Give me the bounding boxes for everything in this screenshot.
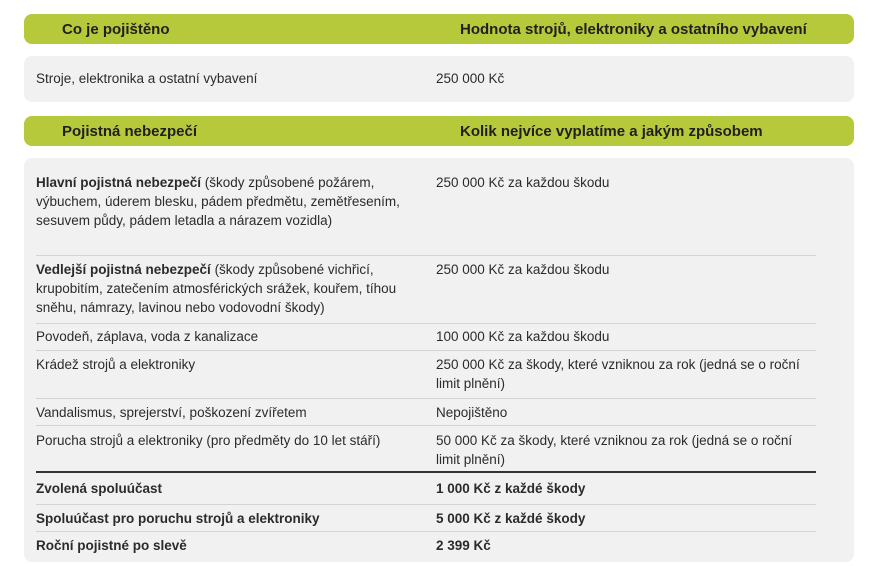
peril-value: 50 000 Kč za škody, které vzniknou za rok (jedná se o roční limit plnění): [436, 433, 793, 467]
peril-label: Porucha strojů a elektroniky (pro předměty do 10 let stáří): [36, 433, 381, 448]
peril-label-rest: (škody způsobené vichřicí, krupobitím, zatečením atmosférických srážek, kouřem, tíhou sněhu, námrazy, lavinou nebo vodovodní škody): [36, 262, 397, 315]
summary-row-premium: [36, 531, 816, 556]
peril-row-theft: [36, 350, 816, 397]
peril-label-bold: Vedlejší pojistná nebezpečí: [36, 262, 211, 277]
summary-value: 5 000 Kč z každé škody: [436, 511, 586, 526]
peril-label: [36, 173, 426, 230]
coverage-header: [24, 14, 854, 44]
peril-row-flood: [36, 323, 816, 348]
perils-header-col2: Kolik nejvíce vyplatíme a jakým způsobem: [460, 123, 763, 140]
peril-row-vandalism: [36, 398, 816, 423]
peril-row-breakdown: [36, 425, 816, 470]
peril-value: 250 000 Kč za každou škodu: [436, 175, 610, 190]
peril-label: Povodeň, záplava, voda z kanalizace: [36, 329, 259, 344]
coverage-header-col1: Co je pojištěno: [62, 21, 170, 38]
perils-header: [24, 116, 854, 146]
summary-value: 1 000 Kč z každé škody: [436, 481, 586, 496]
peril-row-secondary: [36, 255, 816, 326]
peril-row-main: [36, 173, 816, 253]
peril-label: [36, 260, 426, 317]
peril-value: 250 000 Kč za každou škodu: [436, 262, 610, 277]
peril-label: Vandalismus, sprejerství, poškození zvířetem: [36, 405, 307, 420]
coverage-header-col2: Hodnota strojů, elektroniky a ostatního vybavení: [460, 21, 807, 38]
coverage-label: Stroje, elektronika a ostatní vybavení: [36, 71, 258, 86]
summary-label: Zvolená spoluúčast: [36, 481, 163, 496]
coverage-row: [36, 69, 816, 89]
summary-row-breakdown-deductible: [36, 504, 816, 531]
peril-value: 100 000 Kč za každou škodu: [436, 329, 610, 344]
peril-label: Krádež strojů a elektroniky: [36, 357, 196, 372]
perils-header-col1: Pojistná nebezpečí: [62, 123, 198, 140]
peril-value: 250 000 Kč za škody, které vzniknou za rok (jedná se o roční limit plnění): [436, 357, 800, 391]
summary-divider: [36, 471, 816, 473]
peril-label-rest: (škody způsobené požárem, výbuchem, úderem blesku, pádem předmětu, zemětřesením, sesuvem půdy, pádem letadla a nárazem vozidla): [36, 175, 400, 228]
peril-value: Nepojištěno: [436, 405, 508, 420]
summary-value: 2 399 Kč: [436, 538, 491, 553]
summary-row-deductible: [36, 479, 816, 501]
summary-label: Roční pojistné po slevě: [36, 538, 187, 553]
peril-label-bold: Hlavní pojistná nebezpečí: [36, 175, 202, 190]
summary-label: Spoluúčast pro poruchu strojů a elektroniky: [36, 511, 320, 526]
coverage-value: 250 000 Kč: [436, 71, 505, 86]
